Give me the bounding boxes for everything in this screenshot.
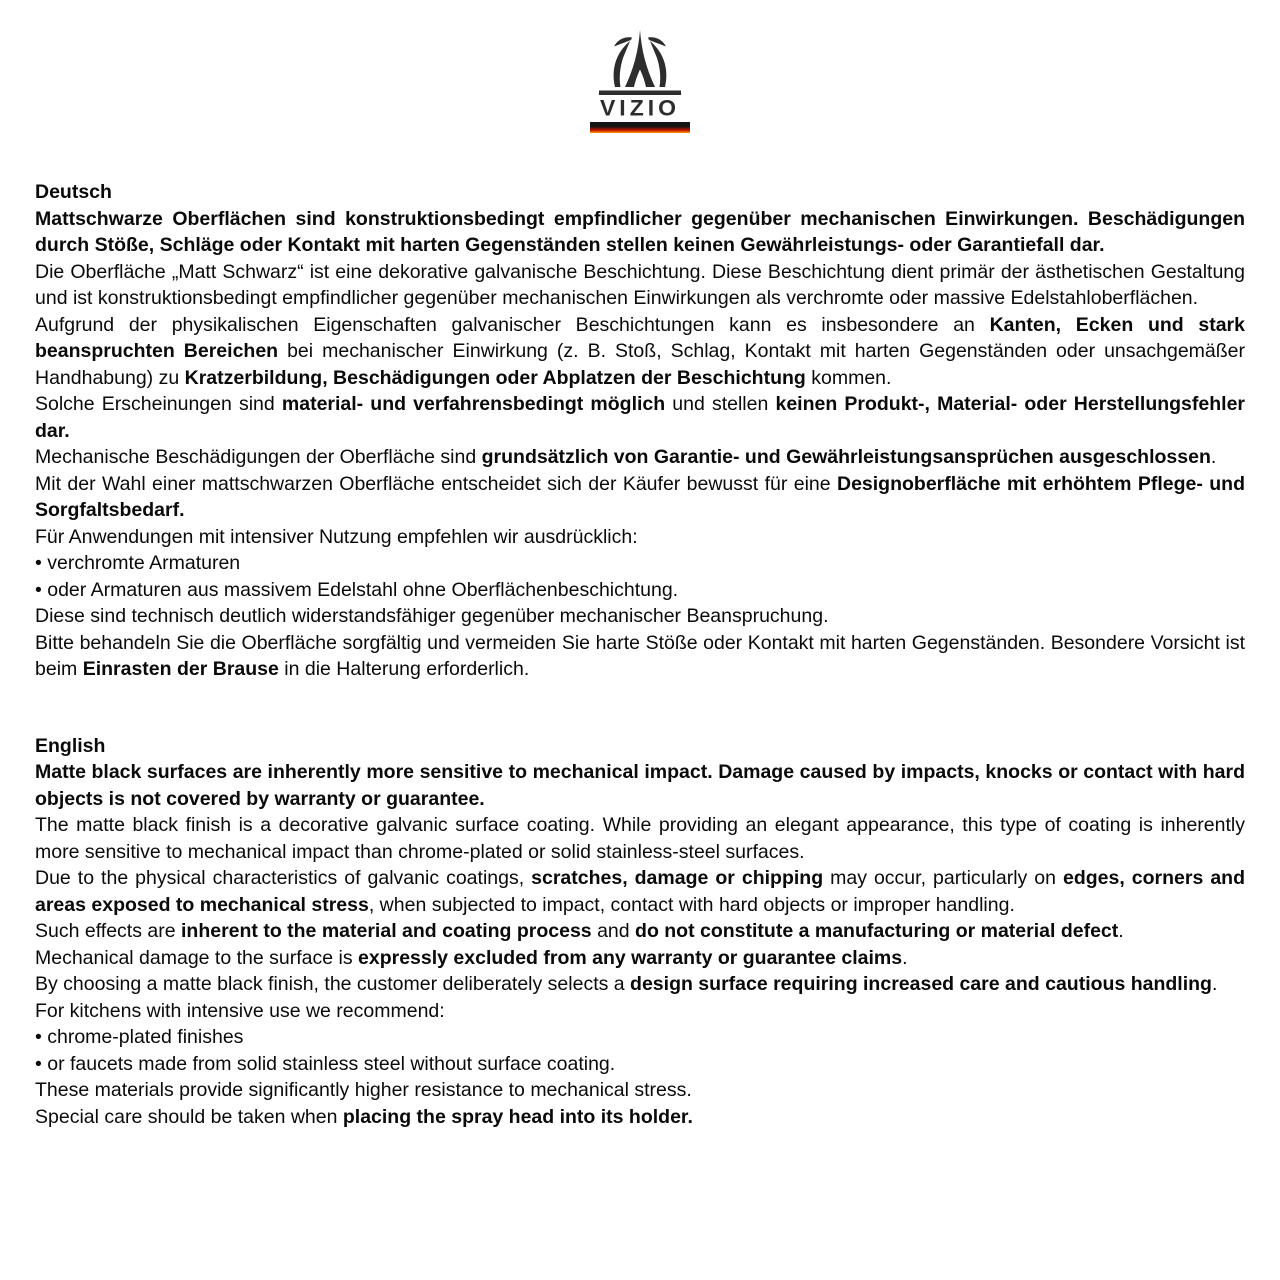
paragraph: Due to the physical characteristics of galvanic coatings, scratches, damage or chipping may occur, particularly on edges, corners and areas exposed to mechanical stress, when subjected to impact, contact with hard objects or improper handling. xyxy=(35,867,1245,916)
list-item: • or faucets made from solid stainless steel without surface coating. xyxy=(35,1052,616,1075)
paragraph: Mattschwarze Oberflächen sind konstruktionsbedingt empfindlicher gegenüber mechanischen Einwirkungen. Beschädigungen durch Stöße, Schläge oder Kontakt mit harten Gegenständen stellen keinen Gewährleistungs- oder Garantiefall dar. xyxy=(35,207,1245,256)
paragraph: These materials provide significantly higher resistance to mechanical stress. xyxy=(35,1079,692,1101)
german-flag-bar xyxy=(590,122,690,133)
section-body-english xyxy=(35,759,1245,1130)
list-item: • chrome-plated finishes xyxy=(35,1026,244,1048)
list-item: • verchromte Armaturen xyxy=(35,552,241,574)
paragraph: Bitte behandeln Sie die Oberfläche sorgfältig und vermeiden Sie harte Stöße oder Kontakt mit harten Gegenständen. Besondere Vorsicht ist beim Einrasten der Brause in die Halterung erforderlich. xyxy=(35,631,1245,680)
paragraph: Mechanische Beschädigungen der Oberfläche sind grundsätzlich von Garantie- und Gewährleistungsansprüchen ausgeschlossen. xyxy=(35,446,1217,468)
paragraph: Solche Erscheinungen sind material- und verfahrensbedingt möglich und stellen keinen Produkt-, Material- oder Herstellungsfehler dar. xyxy=(35,393,1246,442)
paragraph: For kitchens with intensive use we recommend: xyxy=(35,999,445,1022)
section-english xyxy=(35,733,1245,1131)
paragraph: The matte black finish is a decorative galvanic surface coating. While providing an elegant appearance, this type of coating is inherently more sensitive to mechanical impact than chrome-plated or solid stainless-steel surfaces. xyxy=(35,814,1245,863)
brand-wordmark: VIZIO xyxy=(599,95,681,121)
section-body-deutsch xyxy=(35,206,1245,683)
paragraph: Special care should be taken when placing the spray head into its holder. xyxy=(35,1105,693,1128)
paragraph: By choosing a matte black finish, the customer deliberately selects a design surface requiring increased care and cautious handling. xyxy=(35,973,1218,995)
vizio-logo xyxy=(584,30,696,133)
paragraph: Mechanical damage to the surface is expressly excluded from any warranty or guarantee claims. xyxy=(35,946,908,969)
paragraph: Such effects are inherent to the material and coating process and do not constitute a manufacturing or material defect. xyxy=(35,920,1124,942)
paragraph: Matte black surfaces are inherently more sensitive to mechanical impact. Damage caused by impacts, knocks or contact with hard objects is not covered by warranty or guarantee. xyxy=(35,761,1245,810)
section-heading-deutsch: Deutsch xyxy=(35,181,112,203)
paragraph: Diese sind technisch deutlich widerstandsfähiger gegenüber mechanischer Beanspruchung. xyxy=(35,605,829,627)
paragraph: Aufgrund der physikalischen Eigenschaften galvanischer Beschichtungen kann es insbesondere an Kanten, Ecken und stark beanspruchten Bereichen bei mechanischer Einwirkung (z. B. Stoß, Schlag, Kontakt mit harten Gegenständen oder unsachgemäßer Handhabung) zu Kratzerbildung, Beschädigungen oder Abplatzen der Beschichtung kommen. xyxy=(35,313,1246,389)
paragraph: Mit der Wahl einer mattschwarzen Oberfläche entscheidet sich der Käufer bewusst für eine Designoberfläche mit erhöhtem Pflege- und Sorgfaltsbedarf. xyxy=(35,472,1245,521)
section-deutsch xyxy=(35,179,1245,683)
list-item: • oder Armaturen aus massivem Edelstahl ohne Oberflächenbeschichtung. xyxy=(35,578,679,601)
section-heading-english: English xyxy=(35,734,106,757)
crown-icon xyxy=(590,30,690,96)
paragraph: Die Oberfläche „Matt Schwarz“ ist eine dekorative galvanische Beschichtung. Diese Beschichtung dient primär der ästhetischen Gestaltung und ist konstruktionsbedingt empfindlicher gegenüber mechanischen Einwirkungen als verchromte oder massive Edelstahloberflächen. xyxy=(35,260,1245,309)
paragraph: Für Anwendungen mit intensiver Nutzung empfehlen wir ausdrücklich: xyxy=(35,525,638,548)
